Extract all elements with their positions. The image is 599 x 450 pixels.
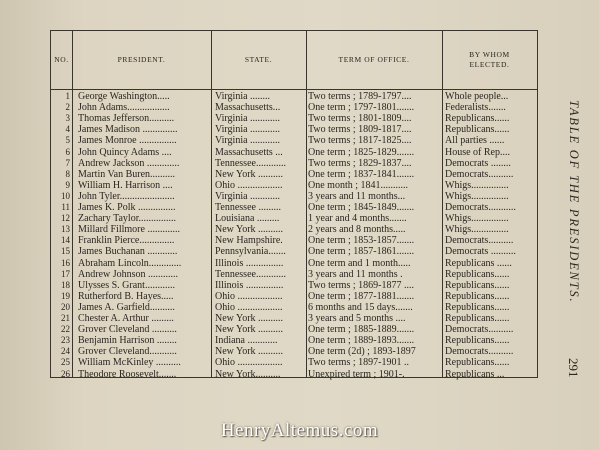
elected-by: Democrats.......... — [445, 346, 514, 358]
term-of-office: One term ; 1857-1861....... — [308, 246, 415, 258]
term-of-office: One month ; 1841........... — [308, 179, 408, 191]
table-row — [51, 124, 539, 136]
row-number: 14 — [61, 235, 70, 246]
president-name: Zachary Taylor............... — [78, 213, 176, 225]
running-title: TABLE OF THE PRESIDENTS. — [567, 100, 581, 304]
row-number: 15 — [61, 246, 70, 257]
president-name: William McKinley .......... — [78, 357, 181, 369]
state-name: New Hampshire. — [215, 235, 283, 247]
president-name: Benjamin Harrison ........ — [78, 335, 177, 347]
table-row — [51, 113, 539, 125]
row-number: 26 — [61, 368, 70, 379]
term-of-office: 6 months and 15 days....... — [308, 301, 413, 313]
president-name: George Washington..... — [78, 91, 170, 102]
term-of-office: 2 years and 8 months..... — [308, 224, 406, 236]
table-row — [51, 224, 539, 236]
state-name: Tennessee ......... — [215, 202, 281, 213]
row-number: 1 — [65, 91, 70, 101]
state-name: New York .......... — [215, 324, 284, 336]
president-name: Grover Cleveland........... — [78, 346, 177, 358]
table-row — [51, 246, 539, 258]
state-name: Illinois ............... — [215, 257, 284, 269]
state-name: New York.......... — [215, 368, 281, 380]
table-row — [51, 180, 539, 192]
page-number: 291 — [566, 358, 581, 378]
president-name: John Tyler...................... — [78, 190, 175, 202]
table-row — [51, 91, 539, 103]
term-of-office: 1 year and 4 months....... — [308, 213, 407, 225]
president-name: William H. Harrison .... — [78, 179, 173, 191]
row-number: 18 — [61, 279, 70, 290]
state-name: Virginia ........ — [215, 91, 271, 102]
president-name: Andrew Jackson ............. — [78, 157, 180, 169]
president-name: John Quincy Adams .... — [78, 146, 172, 158]
header-state: STATE. — [244, 54, 273, 64]
table-row — [51, 313, 539, 325]
elected-by: Whigs............... — [445, 213, 509, 225]
state-name: Pennsylvania....... — [215, 246, 286, 258]
elected-by: Whigs............... — [445, 224, 509, 236]
table-row — [51, 346, 539, 358]
table-row — [51, 324, 539, 336]
elected-by: Republicans...... — [445, 357, 510, 369]
table-row — [51, 335, 539, 347]
state-name: Louisiana ......... — [215, 213, 280, 225]
term-of-office: 3 years and 11 months . — [308, 268, 403, 280]
president-name: James Madison .............. — [78, 124, 178, 136]
president-name: James Buchanan ............ — [78, 246, 178, 258]
table-row — [51, 102, 539, 114]
row-number: 12 — [61, 213, 70, 224]
row-number: 13 — [61, 224, 70, 235]
term-of-office: Two terms ; 1817-1825.... — [308, 135, 412, 147]
row-number: 5 — [65, 135, 70, 146]
state-name: Massachusetts... — [215, 102, 281, 114]
term-of-office: One term ; 1845-1849....... — [308, 202, 415, 213]
header-no: NO. — [54, 54, 69, 64]
elected-by: House of Rep.... — [445, 146, 510, 158]
elected-by: All parties ...... — [445, 135, 505, 147]
row-number: 22 — [61, 324, 70, 335]
row-number: 8 — [65, 168, 70, 179]
elected-by: Democrats.......... — [445, 168, 514, 180]
elected-by: Whole people... — [445, 91, 509, 102]
row-number: 4 — [65, 124, 70, 135]
header-president: PRESIDENT. — [117, 54, 166, 64]
state-name: New York .......... — [215, 346, 284, 358]
president-name: Millard Fillmore ............. — [78, 224, 180, 236]
row-number: 10 — [61, 190, 70, 201]
term-of-office: 3 years and 5 months .... — [308, 313, 406, 324]
table-row — [51, 235, 539, 247]
term-of-office: Unexpired term ; 1901-. — [308, 368, 405, 380]
president-name: Chester A. Arthur ......... — [78, 313, 174, 324]
table-row — [51, 269, 539, 281]
table-row — [51, 280, 539, 292]
term-of-office: Two terms ; 1801-1809.... — [308, 113, 412, 125]
state-name: Virginia ............ — [215, 124, 281, 136]
state-name: New York .......... — [215, 224, 284, 236]
president-name: Rutherford B. Hayes..... — [78, 290, 174, 302]
table-row — [51, 169, 539, 181]
row-number: 21 — [61, 313, 70, 323]
table-row — [51, 147, 539, 159]
row-number: 3 — [65, 113, 70, 124]
row-number: 16 — [61, 257, 70, 268]
table-row — [51, 213, 539, 225]
row-number: 23 — [61, 335, 70, 346]
president-name: Martin Van Buren.......... — [78, 168, 176, 180]
table-row — [51, 369, 539, 381]
elected-by: Democrats........... — [445, 202, 516, 213]
header-elected-by: BY WHOM ELECTED. — [469, 49, 510, 69]
row-number: 25 — [61, 357, 70, 368]
term-of-office: Two terms ; 1897-1901 .. — [308, 357, 409, 369]
state-name: Massachusetts ... — [215, 146, 283, 158]
term-of-office: One term and 1 month..... — [308, 257, 411, 269]
elected-by: Republicans...... — [445, 268, 510, 280]
table-row — [51, 291, 539, 303]
row-number: 9 — [65, 179, 70, 190]
elected-by: Whigs............... — [445, 190, 509, 202]
elected-by: Republicans ...... — [445, 257, 512, 269]
row-number: 6 — [65, 146, 70, 157]
presidents-table — [50, 30, 538, 378]
state-name: Virginia ............ — [215, 113, 281, 125]
state-name: Ohio .................. — [215, 290, 283, 302]
elected-by: Democrats.......... — [445, 235, 514, 247]
row-number: 11 — [61, 202, 70, 212]
state-name: Illinois ............... — [215, 279, 284, 291]
elected-by: Republicans...... — [445, 279, 510, 291]
term-of-office: Two terms ; 1789-1797.... — [308, 91, 412, 102]
state-name: Tennessee............ — [215, 157, 286, 169]
table-row — [51, 357, 539, 369]
president-name: Abraham Lincoln............. — [78, 257, 182, 269]
elected-by: Democrats ........ — [445, 157, 511, 169]
header-term: TERM OF OFFICE. — [338, 54, 410, 64]
table-row — [51, 191, 539, 203]
state-name: Virginia ............ — [215, 135, 281, 147]
president-name: James K. Polk ............... — [78, 202, 176, 213]
president-name: Ulysses S. Grant............ — [78, 279, 175, 291]
state-name: New York .......... — [215, 313, 284, 324]
elected-by: Republicans...... — [445, 290, 510, 302]
elected-by: Whigs............... — [445, 179, 509, 191]
term-of-office: One term ; 1885-1889....... — [308, 324, 415, 336]
elected-by: Republicans ... — [445, 368, 505, 380]
state-name: New York .......... — [215, 168, 284, 180]
elected-by: Democrats.......... — [445, 324, 514, 336]
president-name: Grover Cleveland .......... — [78, 324, 177, 336]
row-number: 2 — [65, 102, 70, 113]
term-of-office: Two terms ; 1869-1877 .... — [308, 279, 414, 291]
elected-by: Federalists....... — [445, 102, 506, 114]
term-of-office: One term (2d) ; 1893-1897 — [308, 346, 416, 358]
row-number: 7 — [65, 157, 70, 168]
state-name: Virginia ............ — [215, 190, 281, 202]
row-number: 17 — [61, 268, 70, 279]
table-row — [51, 302, 539, 314]
term-of-office: Two terms ; 1829-1837.... — [308, 157, 412, 169]
president-name: Thomas Jefferson.......... — [78, 113, 175, 125]
term-of-office: 3 years and 11 months... — [308, 190, 406, 202]
term-of-office: One term ; 1889-1893....... — [308, 335, 415, 347]
elected-by: Republicans...... — [445, 124, 510, 136]
elected-by: Democrats .......... — [445, 246, 516, 258]
table-row — [51, 258, 539, 270]
state-name: Tennessee............ — [215, 268, 286, 280]
table-row — [51, 202, 539, 214]
elected-by: Republicans...... — [445, 301, 510, 313]
row-number: 19 — [61, 290, 70, 301]
state-name: Indiana ............ — [215, 335, 278, 347]
elected-by: Republicans...... — [445, 335, 510, 347]
state-name: Ohio .................. — [215, 357, 283, 369]
header-divider — [51, 89, 537, 90]
row-number: 24 — [61, 346, 70, 357]
state-name: Ohio .................. — [215, 179, 283, 191]
president-name: Andrew Johnson ............ — [78, 268, 178, 280]
table-row — [51, 158, 539, 170]
term-of-office: One term ; 1837-1841....... — [308, 168, 415, 180]
term-of-office: One term ; 1877-1881....... — [308, 290, 415, 302]
term-of-office: One term ; 1853-1857....... — [308, 235, 415, 247]
president-name: James A. Garfield.......... — [78, 301, 175, 313]
elected-by: Republicans...... — [445, 113, 510, 125]
term-of-office: One term ; 1825-1829....... — [308, 146, 415, 158]
president-name: Franklin Pierce.............. — [78, 235, 175, 247]
row-number: 20 — [61, 301, 70, 312]
president-name: Theodore Roosevelt....... — [78, 368, 177, 380]
watermark: HenryAltemus.com — [220, 420, 379, 441]
term-of-office: Two terms ; 1809-1817.... — [308, 124, 412, 136]
term-of-office: One term ; 1797-1801....... — [308, 102, 415, 114]
state-name: Ohio .................. — [215, 301, 283, 313]
president-name: John Adams................. — [78, 102, 170, 114]
president-name: James Monroe ............... — [78, 135, 177, 147]
elected-by: Republicans...... — [445, 313, 510, 324]
table-row — [51, 135, 539, 147]
